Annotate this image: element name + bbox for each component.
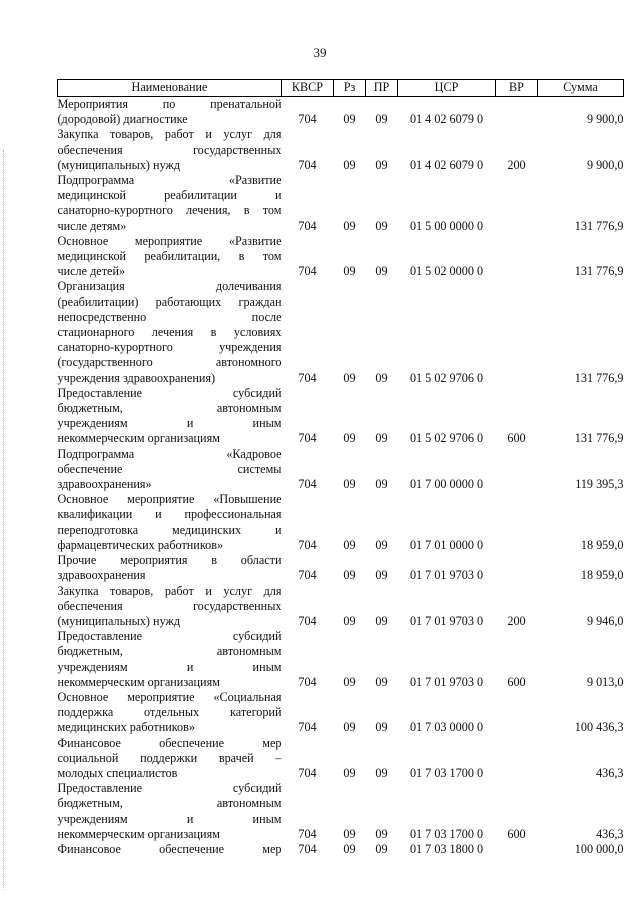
- row-name-line: обеспечения государственных: [57, 598, 282, 613]
- row-pr: 09: [375, 826, 388, 841]
- row-kvsr: 704: [298, 537, 317, 552]
- row-name-line: Подпрограмма «Развитие: [57, 173, 282, 188]
- row-name: [58, 234, 282, 280]
- row-name-line: Основное мероприятие «Повышение: [57, 492, 282, 507]
- row-vr: 200: [507, 157, 526, 172]
- table-row: [58, 690, 624, 736]
- row-kvsr: 704: [298, 826, 317, 841]
- row-rz: 09: [343, 477, 356, 492]
- row-vr: [496, 234, 538, 280]
- row-name-line: Финансовое обеспечение мер: [57, 841, 282, 856]
- row-name-line: числе детям»: [57, 218, 127, 233]
- table-row: [58, 127, 624, 173]
- row-rz: 09: [343, 537, 356, 552]
- row-vr: [496, 447, 538, 493]
- row-csr: 01 7 00 0000 0: [409, 477, 484, 492]
- row-csr: 01 7 03 1700 0: [409, 826, 484, 841]
- page-number: 39: [313, 45, 327, 60]
- header-kvsr: КВСР: [282, 80, 334, 97]
- row-csr: 01 5 00 0000 0: [409, 218, 484, 233]
- row-name: [58, 279, 282, 385]
- row-kvsr: 704: [298, 765, 317, 780]
- row-name-line: (реабилитации) работающих граждан: [57, 294, 282, 309]
- row-rz: 09: [343, 431, 356, 446]
- row-name: [58, 127, 282, 173]
- table-row: [58, 629, 624, 690]
- row-name-line: Предоставление субсидий: [57, 781, 282, 796]
- row-csr: 01 5 02 9706 0: [409, 431, 484, 446]
- row-csr: 01 4 02 6079 0: [409, 112, 484, 127]
- row-pr: 09: [375, 674, 388, 689]
- row-vr: [496, 842, 538, 857]
- row-rz: 09: [343, 841, 356, 856]
- row-sum: 18 959,0: [580, 537, 624, 552]
- row-csr: 01 7 01 9703 0: [409, 613, 484, 628]
- row-kvsr: 704: [298, 568, 317, 583]
- row-kvsr: 704: [298, 613, 317, 628]
- row-name-line: бюджетным, автономным: [57, 401, 282, 416]
- table-row: [58, 386, 624, 447]
- row-name: [58, 736, 282, 782]
- row-vr: [496, 492, 538, 553]
- row-rz: 09: [343, 674, 356, 689]
- row-name-line: бюджетным, автономным: [57, 796, 282, 811]
- table-row: [58, 736, 624, 782]
- row-name-line: Основное мероприятие «Развитие: [57, 233, 282, 248]
- row-csr: 01 7 03 0000 0: [409, 720, 484, 735]
- row-kvsr: 704: [298, 431, 317, 446]
- header-pr: ПР: [366, 80, 398, 97]
- row-name: [58, 781, 282, 842]
- header-rz: Рз: [334, 80, 366, 97]
- row-pr: 09: [375, 841, 388, 856]
- row-sum: 119 395,3: [575, 477, 624, 492]
- row-sum: 131 776,9: [574, 218, 624, 233]
- row-pr: 09: [375, 568, 388, 583]
- header-sum: Сумма: [538, 80, 624, 97]
- row-vr: 600: [507, 674, 526, 689]
- row-name: [58, 492, 282, 553]
- row-name-line: обеспечения государственных: [57, 142, 282, 157]
- row-sum: 9 900,0: [586, 157, 624, 172]
- row-name: [58, 447, 282, 493]
- row-csr: 01 7 01 9703 0: [409, 674, 484, 689]
- row-name-line: Финансовое обеспечение мер: [57, 735, 282, 750]
- row-name-line: некоммерческим организациям: [57, 826, 220, 841]
- row-name-line: медицинских работников»: [57, 720, 195, 735]
- row-name-line: некоммерческим организациям: [57, 674, 220, 689]
- row-pr: 09: [375, 720, 388, 735]
- row-sum: 9 900,0: [586, 112, 624, 127]
- row-name-line: санаторно-курортного лечения, в том: [57, 203, 282, 218]
- table-row: [58, 781, 624, 842]
- row-name: [58, 97, 282, 128]
- row-csr: 01 7 03 1800 0: [409, 841, 484, 856]
- row-pr: 09: [375, 370, 388, 385]
- row-sum: 131 776,9: [574, 431, 624, 446]
- row-sum: 18 959,0: [580, 568, 624, 583]
- row-name-line: Закупка товаров, работ и услуг для: [57, 127, 282, 142]
- row-sum: 9 946,0: [586, 613, 624, 628]
- row-name-line: Предоставление субсидий: [57, 385, 282, 400]
- table-header-row: [58, 80, 624, 97]
- row-pr: 09: [375, 613, 388, 628]
- row-name-line: здравоохранения»: [57, 477, 152, 492]
- row-csr: 01 7 01 9703 0: [409, 568, 484, 583]
- row-rz: 09: [343, 370, 356, 385]
- row-pr: 09: [375, 218, 388, 233]
- row-sum: 436,3: [596, 765, 624, 780]
- row-name-line: молодых специалистов: [57, 765, 178, 780]
- header-vr: ВР: [496, 80, 538, 97]
- row-kvsr: 704: [298, 841, 317, 856]
- row-name-line: Организация долечивания: [57, 279, 282, 294]
- row-pr: 09: [375, 112, 388, 127]
- row-rz: 09: [343, 218, 356, 233]
- row-pr: 09: [375, 157, 388, 172]
- row-rz: 09: [343, 264, 356, 279]
- table-row: [58, 553, 624, 583]
- row-kvsr: 704: [298, 218, 317, 233]
- row-name-line: учреждениям и иным: [57, 811, 282, 826]
- row-sum: 100 436,3: [574, 720, 624, 735]
- row-vr: [496, 553, 538, 583]
- row-csr: 01 5 02 0000 0: [409, 264, 484, 279]
- row-name: [58, 173, 282, 234]
- row-name-line: (государственного автономного: [57, 355, 282, 370]
- row-name-line: Прочие мероприятия в области: [57, 553, 282, 568]
- budget-table: [57, 79, 624, 857]
- row-pr: 09: [375, 537, 388, 552]
- row-pr: 09: [375, 431, 388, 446]
- row-name: [58, 690, 282, 736]
- table-row: [58, 447, 624, 493]
- row-kvsr: 704: [298, 370, 317, 385]
- row-pr: 09: [375, 477, 388, 492]
- row-name-line: некоммерческим организациям: [57, 431, 220, 446]
- row-rz: 09: [343, 720, 356, 735]
- row-name-line: социальной поддержки врачей –: [57, 750, 282, 765]
- row-name-line: санаторно-курортного учреждения: [57, 340, 282, 355]
- row-csr: 01 4 02 6079 0: [409, 157, 484, 172]
- row-vr: 600: [507, 826, 526, 841]
- table-row: [58, 97, 624, 128]
- row-kvsr: 704: [298, 674, 317, 689]
- row-name-line: поддержка отдельных категорий: [57, 705, 282, 720]
- row-name-line: (дородовой) диагностике: [57, 112, 188, 127]
- row-vr: 600: [507, 431, 526, 446]
- row-name-line: числе детей»: [57, 264, 126, 279]
- row-vr: 200: [507, 613, 526, 628]
- row-name-line: (муниципальных) нужд: [57, 613, 181, 628]
- table-row: [58, 173, 624, 234]
- row-name-line: Основное мероприятие «Социальная: [57, 689, 282, 704]
- row-name-line: учреждения здравоохранения): [57, 370, 216, 385]
- row-rz: 09: [343, 613, 356, 628]
- row-name-line: квалификации и профессиональная: [57, 507, 282, 522]
- row-name-line: медицинской реабилитации, в том: [57, 249, 282, 264]
- row-name-line: Предоставление субсидий: [57, 629, 282, 644]
- row-name-line: медицинской реабилитации и: [57, 188, 282, 203]
- row-sum: 436,3: [596, 826, 624, 841]
- row-name: [58, 386, 282, 447]
- row-csr: 01 7 01 0000 0: [409, 537, 484, 552]
- row-rz: 09: [343, 765, 356, 780]
- row-vr: [496, 173, 538, 234]
- row-sum: 100 000,0: [574, 841, 624, 856]
- header-csr: ЦСР: [398, 80, 496, 97]
- table-row: [58, 584, 624, 630]
- row-rz: 09: [343, 826, 356, 841]
- row-name-line: (муниципальных) нужд: [57, 157, 181, 172]
- row-name-line: непосредственно после: [57, 309, 282, 324]
- row-name: [58, 842, 282, 857]
- row-sum: 131 776,9: [574, 370, 624, 385]
- row-pr: 09: [375, 765, 388, 780]
- binding-margin-marks: [3, 150, 12, 890]
- row-name-line: учреждениям и иным: [57, 416, 282, 431]
- row-name-line: учреждениям и иным: [57, 659, 282, 674]
- row-vr: [496, 736, 538, 782]
- table-row: [58, 234, 624, 280]
- table-row: [58, 492, 624, 553]
- row-sum: 9 013,0: [586, 674, 624, 689]
- row-name: [58, 584, 282, 630]
- row-name-line: Подпрограмма «Кадровое: [57, 446, 282, 461]
- row-csr: 01 7 03 1700 0: [409, 765, 484, 780]
- row-name-line: Мероприятия по пренатальной: [57, 97, 282, 111]
- row-name-line: переподготовка медицинских и: [57, 522, 282, 537]
- row-kvsr: 704: [298, 720, 317, 735]
- row-vr: [496, 690, 538, 736]
- row-name-line: Закупка товаров, работ и услуг для: [57, 583, 282, 598]
- row-name-line: бюджетным, автономным: [57, 644, 282, 659]
- row-vr: [496, 97, 538, 128]
- row-name-line: здравоохранения: [57, 568, 146, 583]
- table-row: [58, 279, 624, 385]
- row-rz: 09: [343, 112, 356, 127]
- header-name: Наименование: [58, 80, 282, 97]
- row-name-line: стационарного лечения в условиях: [57, 325, 282, 340]
- row-pr: 09: [375, 264, 388, 279]
- row-sum: 131 776,9: [574, 264, 624, 279]
- row-kvsr: 704: [298, 477, 317, 492]
- row-name: [58, 553, 282, 583]
- row-rz: 09: [343, 157, 356, 172]
- row-kvsr: 704: [298, 157, 317, 172]
- row-name-line: обеспечение системы: [57, 461, 282, 476]
- row-name: [58, 629, 282, 690]
- row-kvsr: 704: [298, 112, 317, 127]
- row-csr: 01 5 02 9706 0: [409, 370, 484, 385]
- row-vr: [496, 279, 538, 385]
- row-rz: 09: [343, 568, 356, 583]
- table-row: [58, 842, 624, 857]
- row-kvsr: 704: [298, 264, 317, 279]
- row-name-line: фармацевтических работников»: [57, 537, 224, 552]
